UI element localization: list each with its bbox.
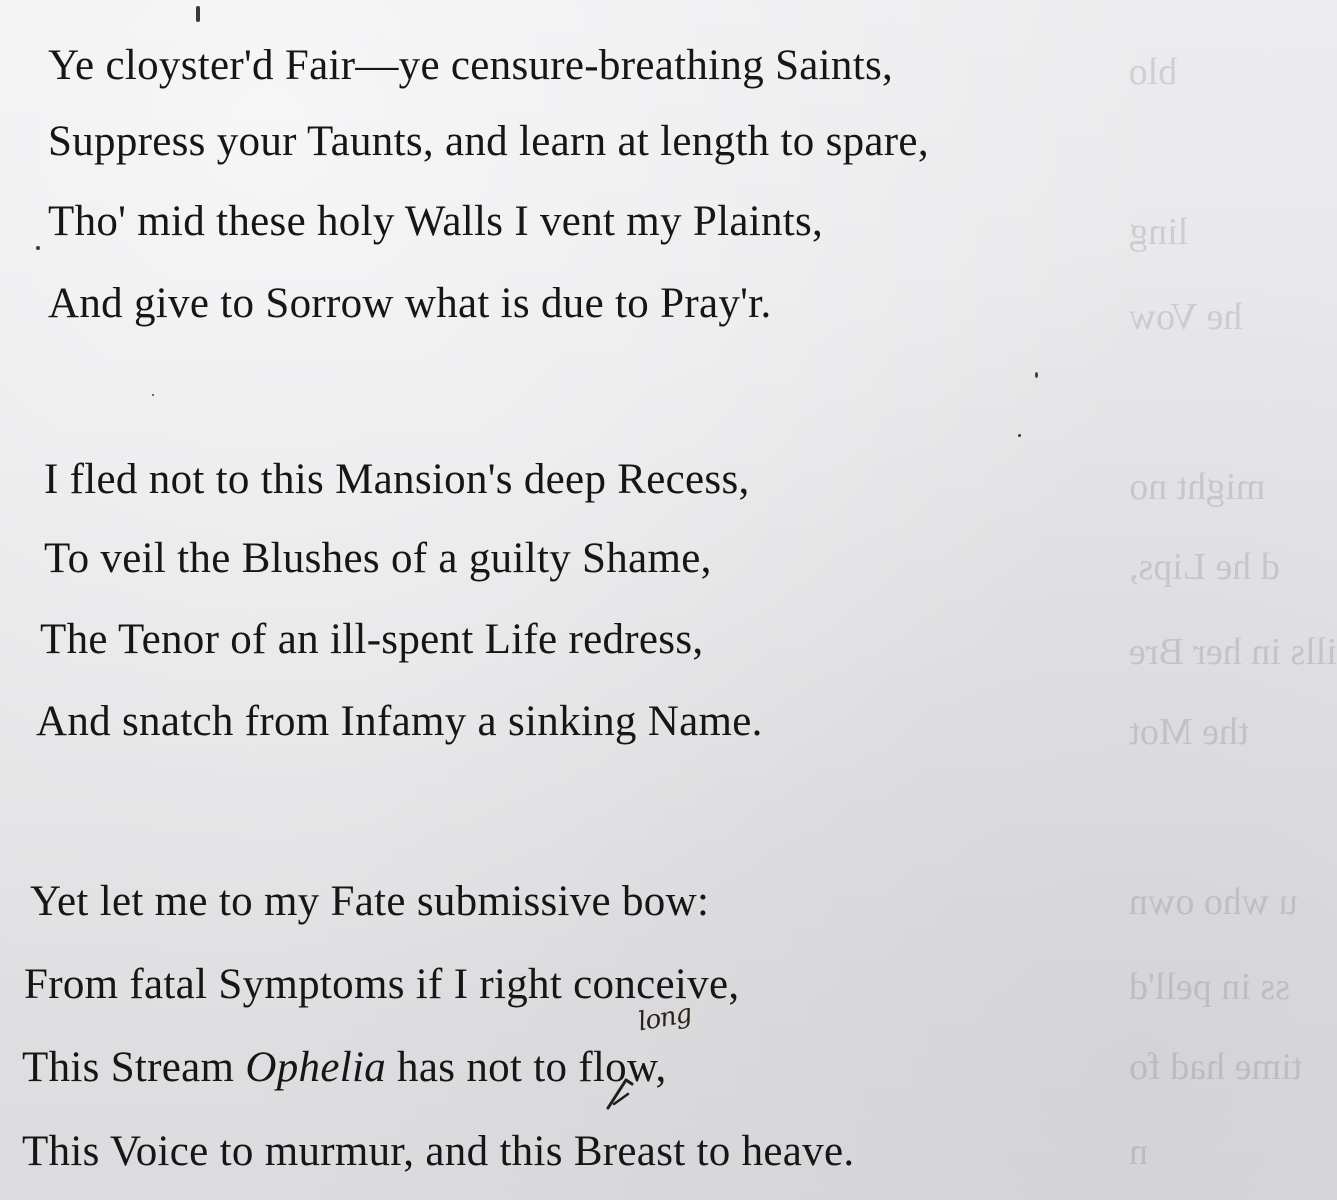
handwritten-annotation: long [635, 998, 694, 1038]
bleed-through-line: the Mot [1129, 711, 1249, 753]
bleed-through-line: blo [1129, 51, 1178, 93]
bleed-through-line: ling [1129, 211, 1189, 253]
bleed-through-line: he Vow [1129, 296, 1243, 338]
poem-line: And snatch from Infamy a sinking Name. [36, 698, 763, 745]
ink-speck [196, 6, 200, 22]
bleed-through-line: ss in pell'd [1129, 966, 1290, 1008]
insertion-caret-mark [604, 1074, 638, 1112]
poem-line: This Voice to murmur, and this Breast to heave. [22, 1128, 855, 1175]
bleed-through-line: d he Lips, [1129, 546, 1280, 588]
poem-line: And give to Sorrow what is due to Pray'r. [48, 280, 772, 327]
poem-line: Suppress your Taunts, and learn at length to spare, [48, 118, 929, 165]
poem-line: I fled not to this Mansion's deep Recess, [44, 456, 750, 503]
poem-line [22, 1046, 667, 1089]
poem-line-text: has not to flow, [386, 1044, 667, 1091]
bleed-through-line: u who own [1129, 881, 1298, 923]
bleed-through-line: ills in her Bre [1129, 631, 1337, 673]
poem-line-text: This Stream [22, 1044, 246, 1091]
italic-name-ophelia: Ophelia [245, 1044, 386, 1091]
poem-line: Yet let me to my Fate submissive bow: [30, 878, 710, 925]
ink-speck [1018, 434, 1021, 437]
bleed-through-line: n [1129, 1131, 1148, 1173]
ink-speck [152, 394, 154, 396]
poem-line: Ye cloyster'd Fair—ye censure-breathing Saints, [48, 42, 894, 89]
ink-speck [1035, 372, 1038, 378]
poem-line: The Tenor of an ill-spent Life redress, [40, 616, 704, 663]
poem-line: From fatal Symptoms if I right conceive, [24, 961, 740, 1008]
poem-line: To veil the Blushes of a guilty Shame, [44, 535, 712, 582]
bleed-through-line: might no [1129, 466, 1266, 508]
poem-line: Tho' mid these holy Walls I vent my Plaints, [48, 198, 824, 245]
ink-speck [36, 246, 40, 250]
bleed-through-line: time had fo [1129, 1046, 1303, 1088]
